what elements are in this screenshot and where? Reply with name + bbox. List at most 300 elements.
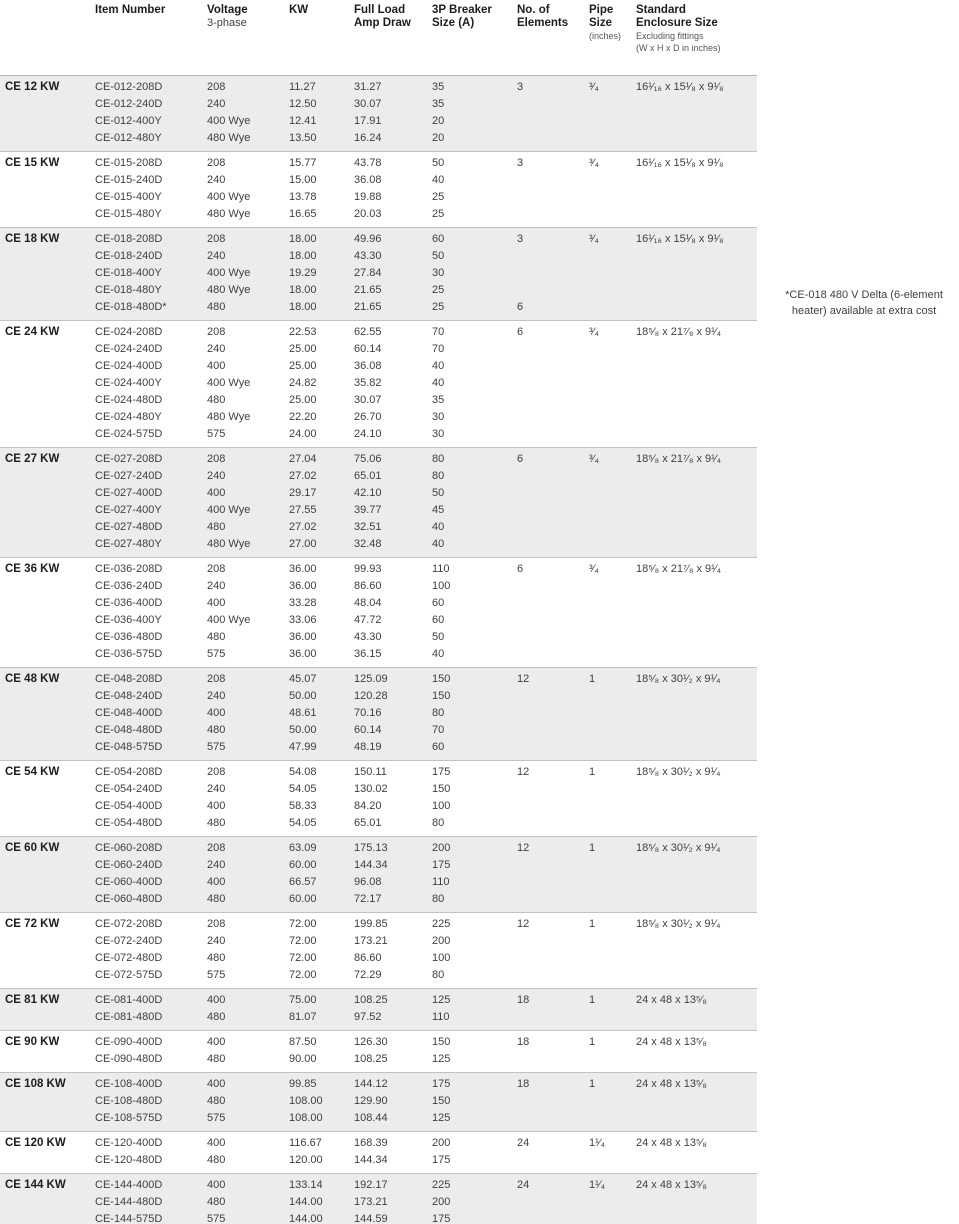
breaker-size: 175	[432, 1072, 517, 1093]
group-label: CE 72 KW	[0, 912, 95, 933]
num-elements	[517, 130, 589, 152]
num-elements: 3	[517, 227, 589, 248]
pipe-size	[589, 891, 636, 913]
pipe-size	[589, 485, 636, 502]
item-number: CE-024-240D	[95, 342, 163, 355]
pipe-size	[589, 646, 636, 668]
pipe-size	[589, 426, 636, 448]
pipe-size	[589, 265, 636, 282]
enclosure-size	[636, 206, 757, 228]
item-number: CE-036-208D	[95, 557, 207, 578]
num-elements	[517, 96, 589, 113]
amp-draw: 30.07	[354, 96, 432, 113]
group-label	[0, 468, 95, 485]
breaker-size: 40	[432, 519, 517, 536]
col-header-voltage	[207, 0, 289, 75]
voltage: 480 Wye	[207, 410, 251, 423]
pipe-size: 1	[589, 912, 636, 933]
amp-draw: 26.70	[354, 410, 382, 423]
group-label	[0, 612, 95, 629]
amp-draw: 173.21	[354, 934, 388, 947]
num-elements: 12	[517, 667, 589, 688]
item-number: CE-048-240D	[95, 688, 207, 705]
enclosure-size	[636, 375, 757, 392]
table-row	[0, 857, 757, 874]
num-elements	[517, 189, 589, 206]
num-elements	[517, 578, 589, 595]
group-label	[0, 1009, 95, 1031]
group-label: CE 27 KW	[0, 447, 95, 468]
enclosure-size	[636, 967, 757, 989]
pipe-size	[589, 705, 636, 722]
breaker-size: 150	[432, 782, 451, 795]
group-label	[0, 248, 95, 265]
amp-draw: 150.11	[354, 760, 432, 781]
pipe-size	[589, 1152, 636, 1174]
enclosure-size	[636, 96, 757, 113]
amp-draw: 43.30	[354, 630, 382, 643]
kw-value: 99.85	[289, 1072, 354, 1093]
breaker-size: 35	[432, 75, 517, 96]
breaker-size: 150	[432, 688, 517, 705]
num-elements	[517, 798, 589, 815]
voltage: 480 Wye	[207, 207, 251, 220]
enclosure-size: 24 x 48 x 13⁵⁄₈	[636, 1173, 757, 1194]
group-label	[0, 299, 95, 321]
group-label	[0, 282, 95, 299]
amp-draw: 96.08	[354, 874, 432, 891]
table-row	[0, 760, 757, 781]
breaker-size: 30	[432, 427, 445, 440]
item-number: CE-012-400Y	[95, 113, 207, 130]
voltage: 240	[207, 782, 226, 795]
amp-draw: 86.60	[354, 579, 382, 592]
voltage: 480	[207, 1052, 226, 1065]
enclosure-size: 24 x 48 x 13⁵⁄₈	[636, 1131, 757, 1152]
enclosure-size	[636, 739, 757, 761]
breaker-size: 150	[432, 1030, 517, 1051]
item-number: CE-015-240D	[95, 173, 163, 186]
voltage: 240	[207, 342, 226, 355]
item-number: CE-012-208D	[95, 75, 207, 96]
item-number: CE-027-480D	[95, 519, 207, 536]
amp-draw: 47.72	[354, 613, 382, 626]
table-row	[0, 130, 757, 152]
voltage: 480	[207, 1153, 226, 1166]
item-number: CE-048-208D	[95, 667, 207, 688]
breaker-size: 80	[432, 968, 445, 981]
item-number: CE-060-400D	[95, 874, 207, 891]
table-row	[0, 722, 757, 739]
item-number: CE-036-400D	[95, 596, 163, 609]
num-elements	[517, 392, 589, 409]
breaker-size: 50	[432, 630, 445, 643]
group-label	[0, 375, 95, 392]
num-elements	[517, 1152, 589, 1174]
table-row	[0, 1131, 757, 1152]
item-number: CE-120-400D	[95, 1131, 207, 1152]
enclosure-size	[636, 265, 757, 282]
col-header-elements	[517, 0, 589, 75]
breaker-size: 110	[432, 1009, 517, 1031]
pipe-size	[589, 536, 636, 558]
pipe-size: 1¹⁄₄	[589, 1131, 636, 1152]
num-elements: 3	[517, 75, 589, 96]
pipe-size	[589, 722, 636, 739]
voltage: 240	[207, 934, 226, 947]
voltage: 480	[207, 393, 226, 406]
voltage: 480	[207, 951, 226, 964]
pipe-size	[589, 392, 636, 409]
pipe-size	[589, 781, 636, 798]
breaker-size: 50	[432, 248, 517, 265]
breaker-size: 30	[432, 410, 445, 423]
enclosure-size: 18⁵⁄₈ x 21⁷⁄₈ x 9¹⁄₄	[636, 320, 757, 341]
table-row	[0, 781, 757, 798]
group-label: CE 54 KW	[0, 760, 95, 781]
item-number: CE-048-400D	[95, 705, 207, 722]
amp-draw: 60.14	[354, 722, 432, 739]
enclosure-size	[636, 409, 757, 426]
table-row	[0, 248, 757, 265]
elements-header-line1: No. of	[517, 4, 550, 16]
kw-value: 33.06	[289, 613, 317, 626]
amp-draw: 65.01	[354, 468, 432, 485]
enclosure-size	[636, 282, 757, 299]
voltage: 480 Wye	[207, 536, 289, 558]
col-header-pipe-size	[589, 0, 636, 75]
group-label: CE 12 KW	[0, 75, 95, 96]
enclosure-size	[636, 950, 757, 967]
spec-table-body	[0, 75, 757, 1224]
pipe-size: ³⁄₄	[589, 557, 636, 578]
amp-draw: 99.93	[354, 557, 432, 578]
pipe-size	[589, 595, 636, 612]
table-row	[0, 409, 757, 426]
kw-value: 72.00	[289, 968, 317, 981]
group-label	[0, 933, 95, 950]
voltage: 208	[207, 320, 289, 341]
breaker-size: 150	[432, 667, 517, 688]
group-label	[0, 646, 95, 668]
group-label: CE 18 KW	[0, 227, 95, 248]
pipe-size	[589, 299, 636, 321]
breaker-size: 50	[432, 485, 517, 502]
breaker-size: 70	[432, 722, 517, 739]
kw-value: 75.00	[289, 988, 354, 1009]
table-row	[0, 688, 757, 705]
voltage: 400	[207, 705, 289, 722]
enclosure-size	[636, 485, 757, 502]
amp-draw: 120.28	[354, 688, 432, 705]
item-number: CE-090-400D	[95, 1030, 207, 1051]
breaker-size: 125	[432, 1110, 517, 1132]
amp-draw: 35.82	[354, 376, 382, 389]
kw-value: 16.65	[289, 207, 317, 220]
num-elements	[517, 967, 589, 989]
amp-draw: 130.02	[354, 782, 388, 795]
breaker-size: 40	[432, 536, 517, 558]
num-elements	[517, 519, 589, 536]
enclosure-size	[636, 130, 757, 152]
pipe-size	[589, 358, 636, 375]
group-label	[0, 426, 95, 448]
breaker-size: 150	[432, 1093, 517, 1110]
enclosure-header-note2: (W x H x D in inches)	[636, 43, 721, 53]
table-row	[0, 988, 757, 1009]
group-label	[0, 722, 95, 739]
enclosure-size	[636, 798, 757, 815]
kw-value: 72.00	[289, 934, 317, 947]
voltage: 480	[207, 519, 289, 536]
pipe-size	[589, 282, 636, 299]
amp-draw: 72.29	[354, 968, 382, 981]
pipe-header-line2: Size	[589, 17, 613, 29]
enclosure-size	[636, 172, 757, 189]
voltage: 575	[207, 1211, 289, 1224]
item-number: CE-015-480Y	[95, 207, 162, 220]
kw-value: 13.50	[289, 130, 354, 152]
group-label	[0, 265, 95, 282]
kw-value: 36.00	[289, 647, 317, 660]
voltage: 400	[207, 359, 226, 372]
amp-draw: 125.09	[354, 667, 432, 688]
table-row	[0, 358, 757, 375]
enclosure-size	[636, 857, 757, 874]
item-number: CE-018-480Y	[95, 282, 207, 299]
enclosure-size	[636, 688, 757, 705]
table-row	[0, 798, 757, 815]
item-number: CE-060-208D	[95, 836, 207, 857]
num-elements	[517, 1009, 589, 1031]
pipe-header-units: (inches)	[589, 31, 622, 41]
item-number: CE-060-240D	[95, 857, 207, 874]
full-load-header-line2: Amp Draw	[354, 17, 411, 29]
col-header-enclosure	[636, 0, 757, 75]
voltage: 208	[207, 760, 289, 781]
voltage: 240	[207, 96, 289, 113]
group-label: CE 48 KW	[0, 667, 95, 688]
pipe-size	[589, 502, 636, 519]
group-label: CE 15 KW	[0, 151, 95, 172]
pipe-size	[589, 189, 636, 206]
item-number: CE-108-575D	[95, 1110, 207, 1132]
amp-draw: 126.30	[354, 1030, 432, 1051]
num-elements	[517, 705, 589, 722]
voltage: 240	[207, 248, 289, 265]
pipe-size: ³⁄₄	[589, 227, 636, 248]
pipe-size	[589, 1051, 636, 1073]
breaker-size: 125	[432, 988, 517, 1009]
item-number: CE-012-240D	[95, 96, 207, 113]
voltage: 208	[207, 557, 289, 578]
item-number: CE-015-400Y	[95, 190, 162, 203]
amp-draw: 175.13	[354, 836, 432, 857]
pipe-size	[589, 172, 636, 189]
kw-value: 13.78	[289, 190, 317, 203]
voltage: 575	[207, 427, 226, 440]
num-elements	[517, 1093, 589, 1110]
num-elements	[517, 1051, 589, 1073]
group-label	[0, 206, 95, 228]
num-elements: 18	[517, 1072, 589, 1093]
num-elements	[517, 950, 589, 967]
enclosure-size: 18⁵⁄₈ x 21⁷⁄₈ x 9¹⁄₄	[636, 557, 757, 578]
item-number: CE-048-575D	[95, 739, 207, 761]
enclosure-size	[636, 815, 757, 837]
amp-draw: 32.48	[354, 536, 432, 558]
group-label	[0, 1093, 95, 1110]
group-label	[0, 891, 95, 913]
amp-draw: 36.15	[354, 647, 382, 660]
enclosure-size: 24 x 48 x 13⁵⁄₈	[636, 1072, 757, 1093]
group-label	[0, 502, 95, 519]
amp-draw: 72.17	[354, 891, 432, 913]
item-number: CE-120-480D	[95, 1153, 163, 1166]
enclosure-size	[636, 426, 757, 448]
amp-draw: 17.91	[354, 113, 432, 130]
num-elements	[517, 206, 589, 228]
voltage: 208	[207, 836, 289, 857]
voltage: 480	[207, 299, 289, 321]
voltage: 480	[207, 1009, 289, 1031]
num-elements: 6	[517, 447, 589, 468]
enclosure-size: 18⁵⁄₈ x 30¹⁄₂ x 9¹⁄₄	[636, 667, 757, 688]
kw-value: 27.00	[289, 536, 354, 558]
enclosure-size	[636, 933, 757, 950]
kw-value: 58.33	[289, 799, 317, 812]
amp-draw: 16.24	[354, 130, 432, 152]
voltage: 480 Wye	[207, 130, 289, 152]
breaker-size: 175	[432, 760, 517, 781]
item-number: CE-081-480D	[95, 1009, 207, 1031]
footnote-line2: heater) available at extra cost	[791, 304, 937, 317]
pipe-size: ³⁄₄	[589, 320, 636, 341]
enclosure-size	[636, 341, 757, 358]
voltage: 575	[207, 647, 226, 660]
voltage: 208	[207, 75, 289, 96]
table-row	[0, 1194, 757, 1211]
footnote-line1: *CE-018 480 V Delta (6-element	[785, 289, 943, 301]
group-label	[0, 536, 95, 558]
item-number: CE-027-400D	[95, 485, 207, 502]
kw-value: 60.00	[289, 857, 354, 874]
amp-draw: 32.51	[354, 519, 432, 536]
group-label	[0, 967, 95, 989]
kw-value: 116.67	[289, 1131, 354, 1152]
amp-draw: 31.27	[354, 75, 432, 96]
kw-value: 50.00	[289, 722, 354, 739]
kw-value: 54.05	[289, 816, 317, 829]
table-row	[0, 227, 757, 248]
table-row	[0, 426, 757, 448]
num-elements	[517, 874, 589, 891]
voltage: 400	[207, 485, 289, 502]
breaker-size: 225	[432, 912, 517, 933]
kw-value: 12.50	[289, 96, 354, 113]
num-elements	[517, 1211, 589, 1224]
num-elements	[517, 739, 589, 761]
table-row	[0, 1093, 757, 1110]
table-row	[0, 557, 757, 578]
voltage: 400	[207, 799, 226, 812]
item-number: CE-081-400D	[95, 988, 207, 1009]
amp-draw: 20.03	[354, 207, 382, 220]
footnote-ce-018	[771, 288, 957, 319]
breaker-size: 80	[432, 891, 517, 913]
num-elements	[517, 646, 589, 668]
voltage: 400 Wye	[207, 113, 289, 130]
voltage-header-label: Voltage	[207, 4, 248, 16]
group-label	[0, 1110, 95, 1132]
num-elements	[517, 426, 589, 448]
kw-value: 108.00	[289, 1093, 354, 1110]
table-row	[0, 299, 757, 321]
enclosure-size	[636, 519, 757, 536]
enclosure-size: 24 x 48 x 13⁵⁄₈	[636, 1030, 757, 1051]
breaker-size: 100	[432, 579, 451, 592]
pipe-size	[589, 967, 636, 989]
breaker-size: 35	[432, 96, 517, 113]
enclosure-header-line2: Enclosure Size	[636, 17, 718, 29]
amp-draw: 144.59	[354, 1211, 432, 1224]
voltage: 575	[207, 1110, 289, 1132]
table-row	[0, 1009, 757, 1031]
table-row	[0, 485, 757, 502]
item-number-header-label: Item Number	[95, 4, 166, 16]
item-number: CE-054-400D	[95, 799, 163, 812]
pipe-size	[589, 1009, 636, 1031]
amp-draw: 62.55	[354, 320, 432, 341]
table-row	[0, 341, 757, 358]
voltage: 400 Wye	[207, 376, 251, 389]
voltage: 480	[207, 1194, 289, 1211]
enclosure-size: 16¹⁄₁₆ x 15¹⁄₈ x 9¹⁄₈	[636, 75, 757, 96]
pipe-size	[589, 874, 636, 891]
voltage-header-subtitle: 3-phase	[207, 17, 247, 29]
breaker-size: 125	[432, 1052, 451, 1065]
pipe-size: 1	[589, 1072, 636, 1093]
amp-draw: 42.10	[354, 485, 432, 502]
num-elements: 12	[517, 836, 589, 857]
kw-value: 19.29	[289, 265, 354, 282]
amp-draw: 97.52	[354, 1009, 432, 1031]
amp-draw: 199.85	[354, 912, 432, 933]
breaker-header-line2: Size (A)	[432, 17, 475, 29]
num-elements	[517, 409, 589, 426]
num-elements	[517, 1194, 589, 1211]
enclosure-size	[636, 392, 757, 409]
enclosure-size	[636, 248, 757, 265]
enclosure-size: 18⁵⁄₈ x 21⁷⁄₈ x 9¹⁄₄	[636, 447, 757, 468]
breaker-size: 225	[432, 1173, 517, 1194]
kw-value: 24.00	[289, 427, 317, 440]
pipe-size: 1	[589, 760, 636, 781]
table-row	[0, 96, 757, 113]
kw-value: 24.82	[289, 376, 317, 389]
item-number: CE-018-400Y	[95, 265, 207, 282]
pipe-size: 1	[589, 988, 636, 1009]
col-header-item-number	[95, 0, 207, 75]
voltage: 400	[207, 1173, 289, 1194]
item-number: CE-072-208D	[95, 912, 207, 933]
group-label: CE 81 KW	[0, 988, 95, 1009]
amp-draw: 168.39	[354, 1131, 432, 1152]
voltage: 240	[207, 857, 289, 874]
num-elements	[517, 595, 589, 612]
group-label	[0, 519, 95, 536]
kw-value: 18.00	[289, 248, 354, 265]
